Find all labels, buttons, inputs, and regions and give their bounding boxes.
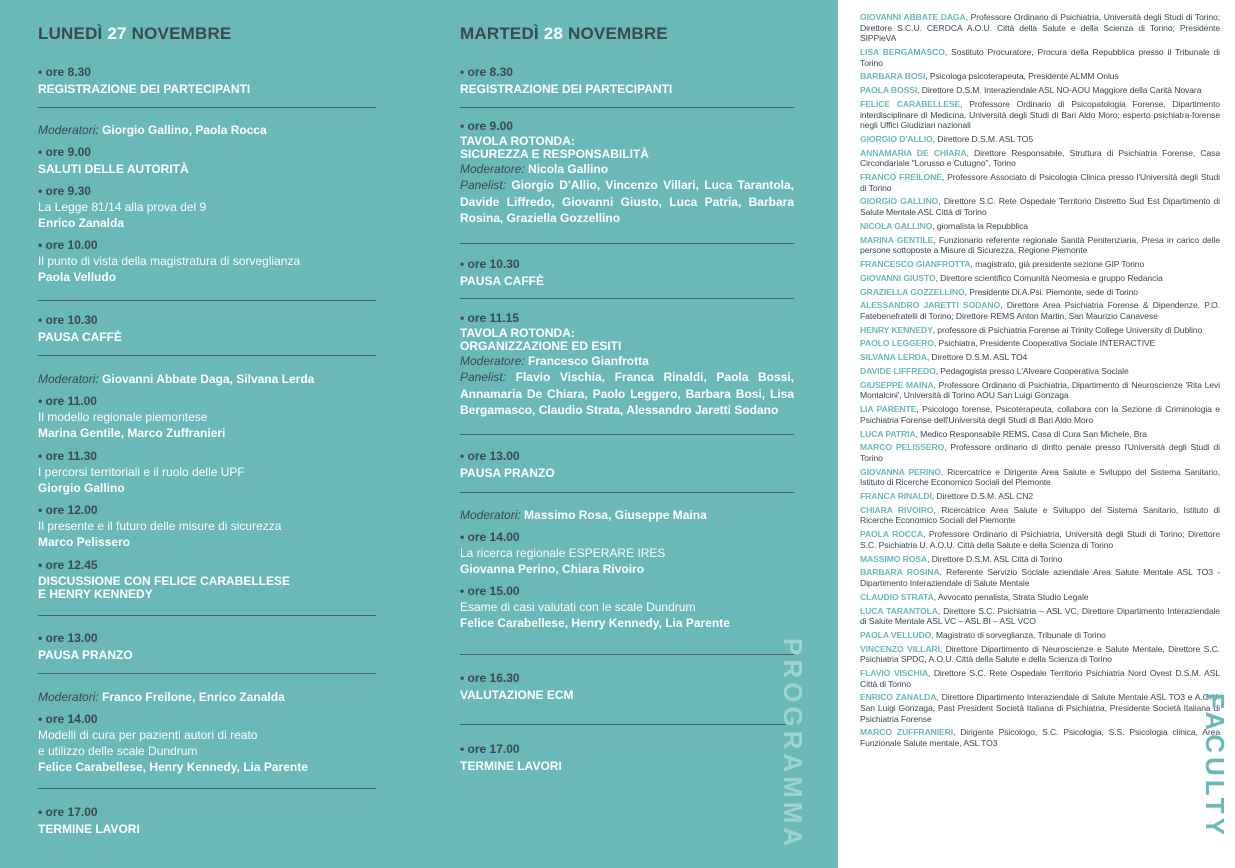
faculty-name: GIUSEPPE MAINA	[860, 379, 934, 390]
faculty-role: , Magistrato di sorveglianza, Tribunale di Torino	[931, 629, 1106, 640]
d1-modello: • ore 11.00 Il modello regionale piemontese Marina Gentile, Marco Zuffranieri	[38, 394, 376, 441]
faculty-entry	[860, 668, 1220, 689]
faculty-role: , Pedagogista presso L'Alveare Cooperativa Sociale	[935, 366, 1129, 376]
faculty-entry	[860, 12, 1220, 44]
faculty-role: , Psichiatra, Presidente Cooperativa Sociale INTERACTIVE	[933, 338, 1156, 349]
d2-termine: • ore 17.00 TERMINE LAVORI	[460, 742, 794, 773]
divider	[460, 654, 794, 655]
faculty-role: , Direttore Dipartimento Interaziendale di Salute Mentale ASL TO3 e A.O.U. San Luigi Gonzaga, Past President Società Italiana di Psichiatria, Presidente Società Italiana di Psichiatria Forense	[860, 692, 1220, 724]
faculty-entry	[860, 529, 1220, 550]
faculty-entry	[860, 221, 1220, 232]
faculty-name: LISA BERGAMASCO	[860, 46, 945, 57]
faculty-entry	[860, 325, 1220, 336]
d1-legge: • ore 9.30 La Legge 81/14 alla prova del 9 Enrico Zanalda	[38, 184, 376, 231]
faculty-name: FRANCA RINALDI	[860, 491, 932, 502]
divider	[38, 355, 376, 356]
faculty-entry	[860, 630, 1220, 641]
faculty-name: FELICE CARABELLESE	[860, 98, 961, 109]
faculty-role: , Ricercatrice Area Salute e Sviluppo del Sistema Sanitario, Istituto di Ricerche Economico Sociali del Piemonte	[860, 504, 1220, 526]
d1-discussione: • ore 12.45 DISCUSSIONE CON FELICE CARABELLESE E HENRY KENNEDY	[38, 558, 376, 601]
faculty-name: ANNAMARIA DE CHIARA	[860, 147, 967, 158]
divider	[460, 243, 794, 244]
faculty-name: LUCA PATRIA	[860, 428, 916, 439]
faculty-role: , Professore Ordinario di Psichiatria, Università degli Studi di Torino; Direttore S.C.U. CERDCA A.O.U. Città della Salute e della Scienza di Torino; Presidente SIPPieVA	[860, 12, 1220, 44]
d2-ricerca: • ore 14.00 La ricerca regionale ESPERARE IRES Giovanna Perino, Chiara Rivoiro	[460, 530, 794, 577]
faculty-entry	[860, 491, 1220, 502]
divider	[460, 107, 794, 108]
faculty-role: , professore di Psichiatria Forense al Trinity College University di Dublino	[932, 324, 1203, 335]
d2-valutazione: • ore 16.30 VALUTAZIONE ECM	[460, 671, 794, 702]
faculty-name: HENRY KENNEDY	[860, 324, 933, 335]
faculty-entry	[860, 606, 1220, 627]
faculty-entry	[860, 300, 1220, 321]
faculty-entry	[860, 567, 1220, 588]
faculty-role: , Direttore S.C. Psichiatria – ASL VC, Direttore Dipartimento Interaziendale di Salute Mentale ASL VC – ASL BI – ASL VCO	[860, 605, 1220, 627]
programma-label: PROGRAMMA	[778, 638, 808, 851]
faculty-role: , Dirigente Psicologo, S.C. Psicologia, S.S. Psicologia clinica, Area Funzionale Salute mentale, ASL TO3	[860, 727, 1220, 748]
faculty-entry	[860, 148, 1220, 169]
d2-tavola-2: • ore 11.15 TAVOLA ROTONDA: ORGANIZZAZIONE ED ESITI Moderatore: Francesco Gianfrotta Panelist: Flavio Vischia, Franca Rinaldi, Paola Bossi, Annamaria De Chiara, Paolo Leggero, Barbara Bosi, Lisa Bergamasco, Claudio Strata, Alessandro Jaretti Sodano	[460, 311, 794, 419]
faculty-name: LUCA TARANTOLA	[860, 605, 938, 616]
faculty-name: MARCO PELISSERO	[860, 442, 945, 453]
faculty-entry	[860, 442, 1220, 463]
d1-percorsi: • ore 11.30 I percorsi territoriali e il ruolo delle UPF Giorgio Gallino	[38, 449, 376, 496]
faculty-name: BARBARA ROSINA	[860, 567, 940, 578]
d1-pausa-caffe: • ore 10.30 PAUSA CAFFÈ	[38, 313, 376, 344]
faculty-role: , Direttore D.S.M. ASL TO5	[932, 133, 1034, 144]
faculty-name: PAOLA BOSSI	[860, 85, 918, 96]
faculty-name: GRAZIELLA GOZZELLINO	[860, 286, 965, 297]
faculty-role: , Professore Ordinario di Psichiatria, Università degli Studi di Torino; Direttore S.C. Psichiatria U. A.O.U. Città della Salute e della Scienza di Torino	[860, 529, 1220, 550]
faculty-name: BARBARA BOSI	[860, 71, 926, 82]
faculty-list	[860, 12, 1220, 752]
faculty-entry	[860, 404, 1220, 425]
faculty-name: FRANCO FREILONE	[860, 172, 942, 183]
faculty-role: , Direttore D.S.M. ASL Città di Torino	[927, 553, 1063, 564]
faculty-name: PAOLA ROCCA	[860, 529, 924, 540]
faculty-entry	[860, 196, 1220, 217]
faculty-entry	[860, 259, 1220, 270]
faculty-name: MASSIMO ROSA	[860, 553, 928, 564]
faculty-entry	[860, 467, 1220, 488]
faculty-name: CHIARA RIVOIRO	[860, 504, 934, 515]
d1-punto: • ore 10.00 Il punto di vista della magistratura di sorveglianza Paola Velludo	[38, 238, 376, 285]
faculty-entry	[860, 172, 1220, 193]
faculty-role: , Direttore S.C. Rete Ospedale Territorio Psichiatria Nord Ovest D.S.M. ASL Città di Torino	[860, 668, 1220, 689]
faculty-name: PAOLO LEGGERO	[860, 338, 934, 349]
divider	[38, 300, 376, 301]
d2-registration: • ore 8.30 REGISTRAZIONE DEI PARTECIPANTI	[460, 65, 794, 96]
faculty-role: , Avvocato penalista, Strata Studio Legale	[933, 591, 1089, 602]
faculty-name: PAOLA VELLUDO	[860, 629, 932, 640]
d2-tavola-1: • ore 9.00 TAVOLA ROTONDA: SICUREZZA E RESPONSABILITÀ Moderatore: Nicola Gallino Panelist: Giorgio D'Allio, Vincenzo Villari, Luca Tarantola, Davide Liffredo, Giovanni Giusto, Luca Patria, Barbara Rosina, Graziella Gozzellino	[460, 119, 794, 227]
faculty-role: , magistrato, già presidente sezione GIP Torino	[970, 258, 1145, 269]
faculty-role: , Sostituto Procuratore, Procura della Repubblica presso il Tribunale di Torino	[860, 46, 1220, 68]
day2-heading: MARTEDÌ 28 NOVEMBRE	[460, 24, 668, 43]
divider	[460, 298, 794, 299]
faculty-entry	[860, 692, 1220, 724]
divider	[460, 434, 794, 435]
faculty-name: GIORGIO D'ALLIO	[860, 133, 933, 144]
faculty-name: VINCENZO VILLARI	[860, 643, 940, 654]
faculty-entry	[860, 644, 1220, 665]
faculty-role: , Direttore Responsabile, Struttura di Psichiatria Forense, Casa Circondariale "Lorusso e Cutugno", Torino	[860, 147, 1220, 169]
d1-modelli: • ore 14.00 Modelli di cura per pazienti autori di reato e utilizzo delle scale Dundrum Felice Carabellese, Henry Kennedy, Lia Parente	[38, 712, 376, 775]
faculty-entry	[860, 366, 1220, 377]
faculty-entry	[860, 85, 1220, 96]
d2-pausa-pranzo: • ore 13.00 PAUSA PRANZO	[460, 449, 794, 480]
faculty-role: , giornalista la Repubblica	[932, 220, 1028, 231]
faculty-name: FLAVIO VISCHIA	[860, 668, 928, 679]
d1-termine: • ore 17.00 TERMINE LAVORI	[38, 805, 376, 836]
faculty-entry	[860, 380, 1220, 401]
d2-esame: • ore 15.00 Esame di casi valutati con le scale Dundrum Felice Carabellese, Henry Kennedy, Lia Parente	[460, 584, 794, 631]
faculty-role: , Professore Ordinario di Psichiatria, Dipartimento di Neuroscienze 'Rita Levi Montalcini', Università di Torino AOU San Luigi Gonzaga	[860, 379, 1220, 401]
divider	[460, 724, 794, 725]
faculty-name: GIOVANNA PERINO	[860, 466, 941, 477]
faculty-role: , Referente Servizio Sociale aziendale Area Salute Mentale ASL TO3 - Dipartimento Interaziendale di Salute Mentale	[860, 567, 1220, 588]
faculty-role: , Direttore D.S.M. ASL TO4	[926, 352, 1028, 363]
faculty-name: ENRICO ZANALDA	[860, 692, 937, 703]
faculty-entry	[860, 554, 1220, 565]
faculty-name: ALESSANDRO JARETTI SODANO	[860, 300, 1001, 311]
faculty-entry	[860, 727, 1220, 748]
faculty-role: , Psicologo forense, Psicoterapeuta, collabora con la Sezione di Criminologia e Psichiatria Forense dell'Università degli Studi di Bari Aldo Moro	[860, 404, 1220, 425]
d1-moderators-3: Moderatori: Franco Freilone, Enrico Zanalda	[38, 690, 285, 704]
faculty-name: NICOLA GALLINO	[860, 220, 933, 231]
faculty-entry	[860, 71, 1220, 82]
faculty-name: FRANCESCO GIANFROTTA	[860, 258, 971, 269]
faculty-role: , Professore Associato di Psicologia Clinica presso l'Università degli Studi di Torino	[860, 172, 1220, 193]
faculty-entry	[860, 505, 1220, 526]
faculty-role: , Direttore D.S.M. Interaziendale ASL NO-AOU Maggiore della Carità Novara	[917, 85, 1202, 96]
faculty-entry	[860, 338, 1220, 349]
divider	[38, 107, 376, 108]
faculty-name: LIA PARENTE	[860, 404, 917, 415]
d1-presente: • ore 12.00 Il presente e il futuro delle misure di sicurezza Marco Pelissero	[38, 503, 376, 550]
faculty-entry	[860, 273, 1220, 284]
faculty-role: , Professore ordinario di diritto penale presso l'Università degli Studi di Torino	[860, 442, 1220, 463]
d2-pausa-caffe: • ore 10.30 PAUSA CAFFÈ	[460, 257, 794, 288]
faculty-name: CLAUDIO STRATA	[860, 591, 934, 602]
faculty-entry	[860, 235, 1220, 256]
divider	[460, 492, 794, 493]
faculty-entry	[860, 352, 1220, 363]
day1-heading: LUNEDÌ 27 NOVEMBRE	[38, 24, 232, 43]
d1-pausa-pranzo: • ore 13.00 PAUSA PRANZO	[38, 631, 376, 662]
faculty-entry	[860, 429, 1220, 440]
faculty-label: FACULTY	[1200, 693, 1230, 839]
d1-moderators-1: Moderatori: Giorgio Gallino, Paola Rocca	[38, 123, 267, 137]
faculty-role: , Professore Ordinario di Psicopatologia Forense, Dipartimento interdisciplinare di Medicina, Università degli Studi di Bari Aldo Moro; esperto psichiatra-forense negli Uffici Giudiziari nazionali	[860, 98, 1220, 131]
faculty-name: GIOVANNI GIUSTO	[860, 272, 936, 283]
faculty-role: , Direttore Area Psichiatria Forense & Dipendenze, P.O. Fatebenefratelli di Torino; Direttore REMS Anton Martin, San Maurizio Canavese	[860, 300, 1220, 321]
faculty-role: , Direttore Dipartimento di Neuroscienze e Salute Mentale, Direttore S.C. Psichiatria SPDC, A.O.U. Città della Salute e della Scienza di Torino	[860, 643, 1220, 665]
faculty-role: , Direttore S.C. Rete Ospedale Territorio Distretto Sud Est Dipartimento di Salute Mentale ASL Città di Torino	[860, 196, 1220, 217]
faculty-role: , Funzionario referente regionale Sanità Penitenziaria, Presa in carico delle persone sottoposte a Misure di Sicurezza, Regione Piemonte	[860, 234, 1220, 256]
d1-registration: • ore 8.30 REGISTRAZIONE DEI PARTECIPANTI	[38, 65, 376, 96]
faculty-name: MARINA GENTILE	[860, 234, 934, 245]
faculty-name: GIOVANNI ABBATE DAGA	[860, 12, 966, 22]
faculty-name: GIORGIO GALLINO	[860, 196, 939, 207]
divider	[38, 673, 376, 674]
d1-moderators-2: Moderatori: Giovanni Abbate Daga, Silvana Lerda	[38, 372, 315, 386]
faculty-role: , Presidente Di.A.Psi. Piemonte, sede di Torino	[964, 286, 1138, 297]
divider	[38, 615, 376, 616]
faculty-name: DAVIDE LIFFREDO	[860, 366, 936, 376]
faculty-role: , Medico Responsabile REMS, Casa di Cura San Michele, Bra	[915, 428, 1147, 439]
faculty-role: , Direttore scientifico Comunità Neomesia e gruppo Redancia	[935, 272, 1163, 283]
faculty-entry	[860, 99, 1220, 131]
faculty-role: , Psicologa psicoterapeuta, Presidente ALMM Onlus	[925, 71, 1119, 82]
faculty-entry	[860, 134, 1220, 145]
faculty-role: , Ricercatrice e Dirigente Area Salute e Sviluppo del Sistema Sanitario, Istituto di Ricerche Economico Sociali del Piemonte	[860, 466, 1220, 488]
faculty-entry	[860, 287, 1220, 298]
d2-moderators: Moderatori: Massimo Rosa, Giuseppe Maina	[460, 508, 707, 522]
faculty-role: , Direttore D.S.M. ASL CN2	[931, 491, 1034, 502]
d1-saluti: • ore 9.00 SALUTI DELLE AUTORITÀ	[38, 145, 376, 176]
faculty-entry	[860, 592, 1220, 603]
faculty-entry	[860, 47, 1220, 68]
faculty-name: SILVANA LERDA	[860, 352, 927, 363]
divider	[38, 788, 376, 789]
faculty-name: MARCO ZUFFRANIERI	[860, 727, 954, 738]
